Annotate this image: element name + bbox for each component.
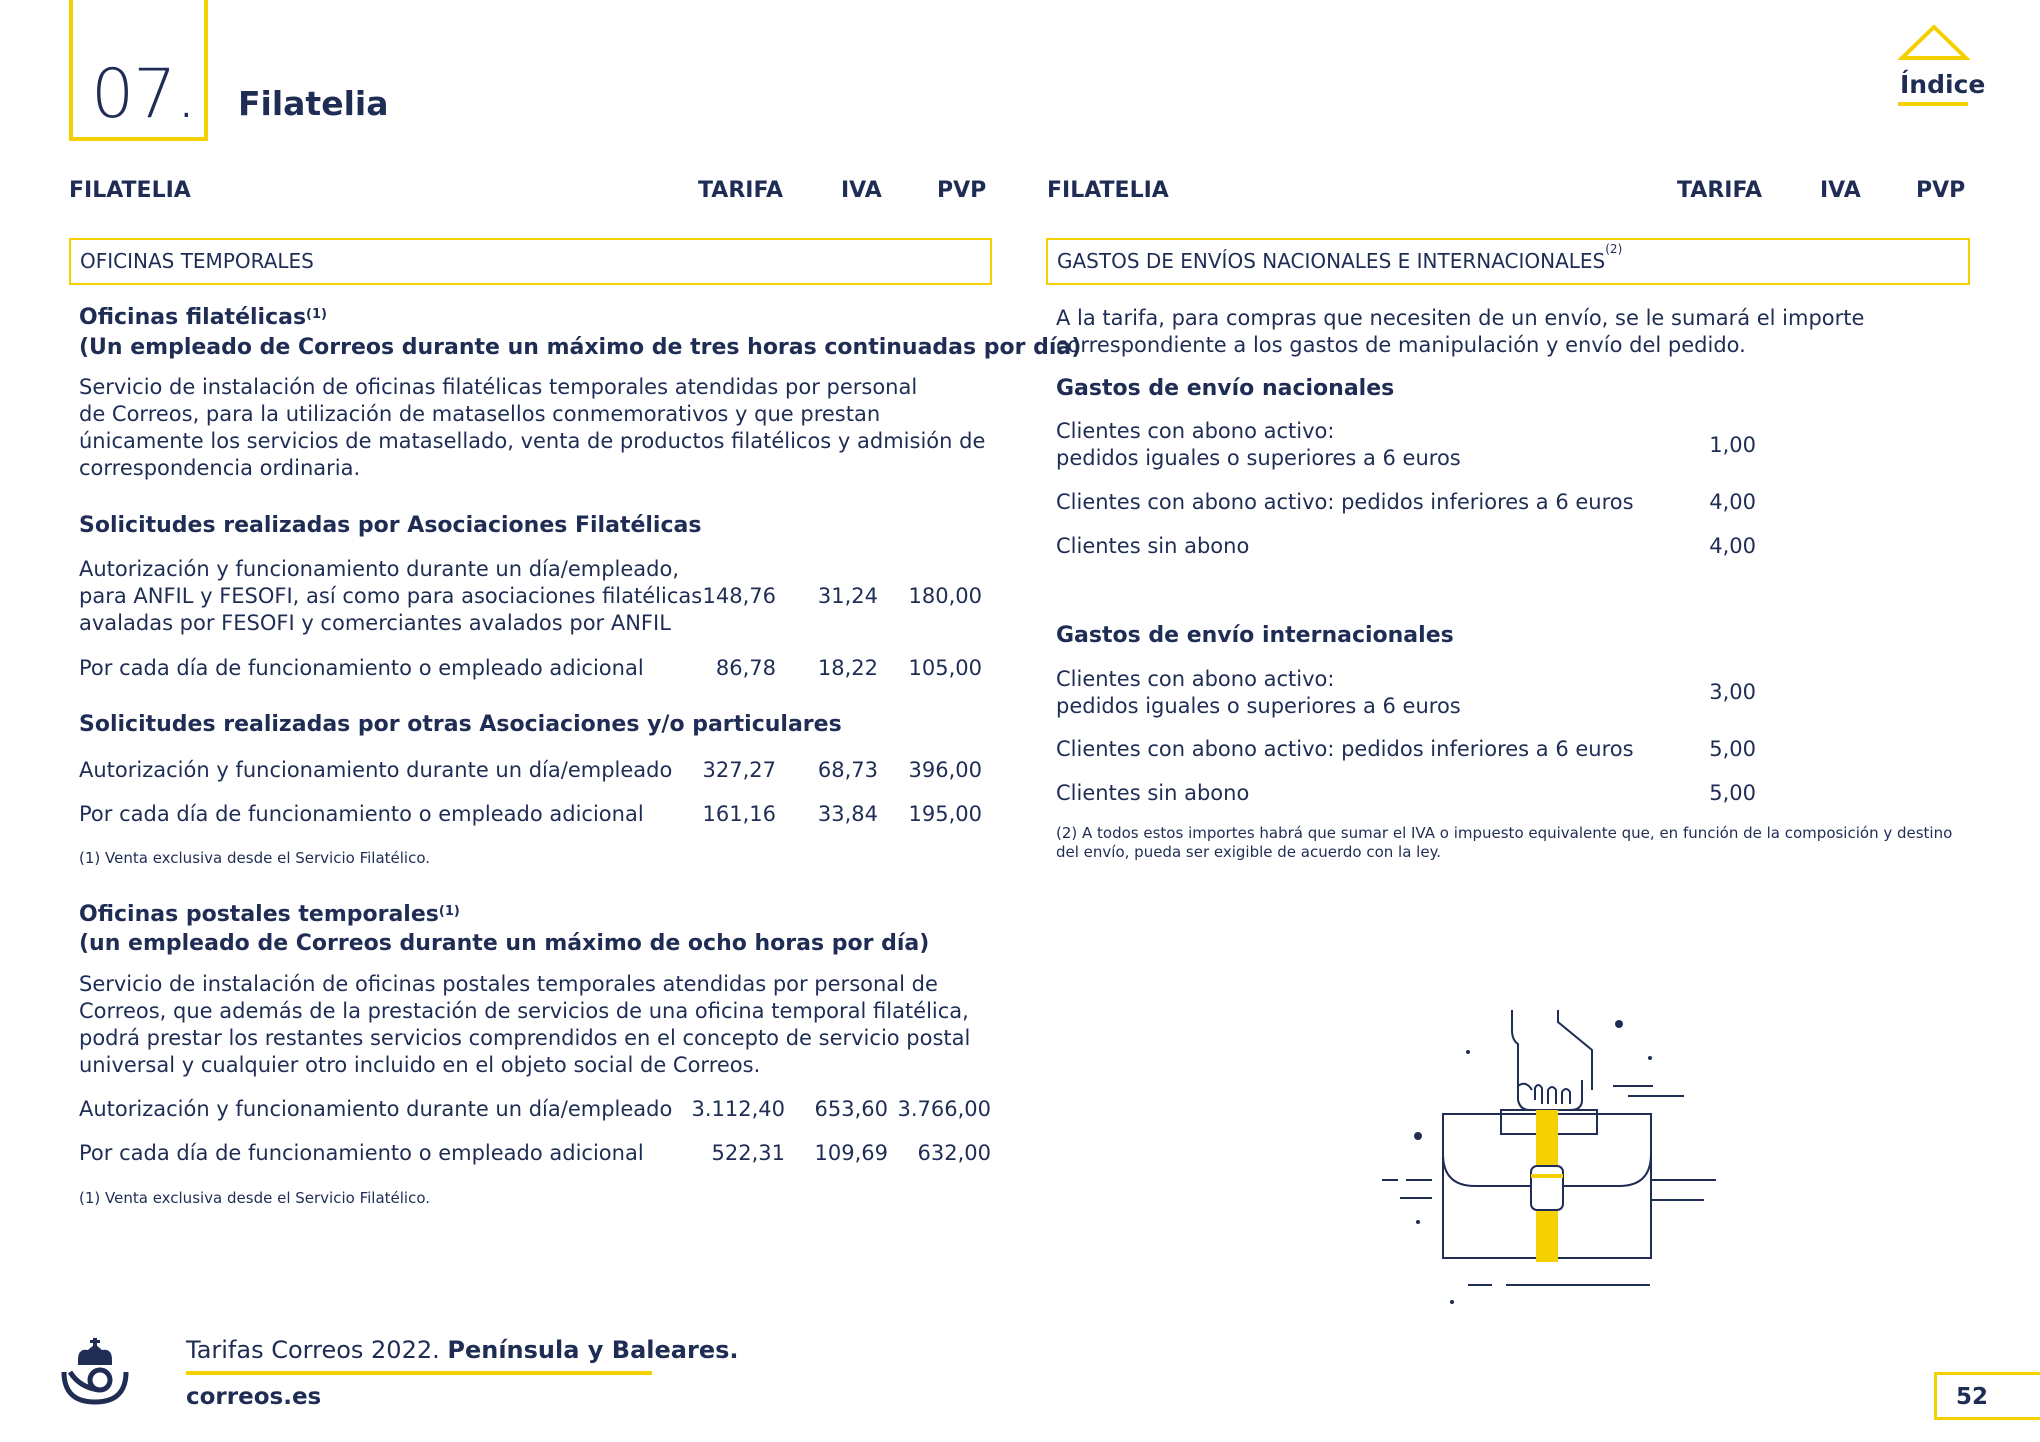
block1-desc-line: correspondencia ordinaria. <box>79 456 361 480</box>
left-section-label: OFICINAS TEMPORALES <box>80 249 314 273</box>
block2-subtitle: (un empleado de Correos durante un máximo de ocho horas por día) <box>79 931 930 956</box>
block1-desc-line: Servicio de instalación de oficinas filatélicas temporales atendidas por personal <box>79 375 918 399</box>
row-label-line: avaladas por FESOFI y comerciantes avalados por ANFIL <box>79 611 671 635</box>
footer-tarifas-bold: Península y Baleares. <box>447 1336 739 1364</box>
int-row2-tarifa: 5,00 <box>1709 737 1756 761</box>
right-section-label: GASTOS DE ENVÍOS NACIONALES E INTERNACIONALES <box>1057 249 1606 273</box>
group1-row1-tarifa: 148,76 <box>702 584 776 608</box>
index-link[interactable] <box>1898 24 1986 106</box>
block1-description <box>79 374 985 482</box>
group2-row1-iva: 68,73 <box>817 758 878 782</box>
int-row1-tarifa: 3,00 <box>1709 680 1756 704</box>
right-note-line: del envío, pueda ser exigible de acuerdo con la ley. <box>1056 843 1442 861</box>
block2-row2-tarifa: 522,31 <box>711 1141 785 1165</box>
correos-crown-horn-logo-icon <box>58 1338 132 1408</box>
left-col-service: FILATELIA <box>69 178 191 203</box>
group1-title: Solicitudes realizadas por Asociaciones Filatélicas <box>79 513 702 538</box>
group1-row1-iva: 31,24 <box>817 584 878 608</box>
left-section-bar <box>69 238 992 285</box>
index-label: Índice <box>1900 70 1986 99</box>
group2-row2-iva: 33,84 <box>817 802 878 826</box>
group2-row1-tarifa: 327,27 <box>702 758 776 782</box>
internacionales-title: Gastos de envío internacionales <box>1056 623 1454 648</box>
page-number: 52 <box>1956 1384 1989 1410</box>
nac-row1-tarifa: 1,00 <box>1709 433 1756 457</box>
block2-title-line <box>79 901 460 929</box>
block1-desc-line: únicamente los servicios de matasellado, venta de productos filatélicos y admisión de <box>79 429 986 453</box>
right-section-sup: (2) <box>1605 242 1623 256</box>
block2-desc-line: Servicio de instalación de oficinas postales temporales atendidas por personal de <box>79 972 938 996</box>
website-link[interactable]: correos.es <box>186 1384 322 1410</box>
group2-row2-label: Por cada día de funcionamiento o empleado adicional <box>79 802 644 826</box>
int-row3-label: Clientes sin abono <box>1056 781 1250 805</box>
right-intro-line: A la tarifa, para compras que necesiten de un envío, se le sumará el importe <box>1056 306 1865 330</box>
chapter-number: 07. <box>91 55 197 134</box>
group1-row1-label <box>79 556 702 637</box>
group1-row2-pvp: 105,00 <box>908 656 982 680</box>
footer-tarifas-text: Tarifas Correos 2022. <box>186 1336 440 1364</box>
block2-row2-pvp: 632,00 <box>917 1141 991 1165</box>
block2-description <box>79 971 970 1079</box>
block2-row1-label: Autorización y funcionamiento durante un día/empleado <box>79 1097 673 1121</box>
right-col-iva: IVA <box>1820 178 1861 203</box>
group1-row2-tarifa: 86,78 <box>715 656 776 680</box>
row-label-line: pedidos iguales o superiores a 6 euros <box>1056 694 1461 718</box>
block2-title-sup: (1) <box>438 904 460 919</box>
group2-row2-tarifa: 161,16 <box>702 802 776 826</box>
footer-tarifas <box>186 1336 739 1364</box>
left-col-iva: IVA <box>841 178 882 203</box>
row-label-line: para ANFIL y FESOFI, así como para asociaciones filatélicas <box>79 584 703 608</box>
block1-subtitle: (Un empleado de Correos durante un máximo de tres horas continuadas por día) <box>79 335 1082 360</box>
row-label-line: Clientes con abono activo: <box>1056 419 1335 443</box>
right-col-service: FILATELIA <box>1047 178 1169 203</box>
block2-row2-iva: 109,69 <box>814 1141 888 1165</box>
right-intro <box>1056 305 1864 359</box>
nac-row1-label <box>1056 418 1461 472</box>
right-col-tarifa: TARIFA <box>1677 178 1762 203</box>
group1-row2-iva: 18,22 <box>817 656 878 680</box>
block2-desc-line: Correos, que además de la prestación de servicios de una oficina temporal filatélica, <box>79 999 969 1023</box>
group2-row2-pvp: 195,00 <box>908 802 982 826</box>
row-label-line: Autorización y funcionamiento durante un día/empleado, <box>79 557 679 581</box>
group2-row1-pvp: 396,00 <box>908 758 982 782</box>
group2-title: Solicitudes realizadas por otras Asociaciones y/o particulares <box>79 712 842 737</box>
nac-row3-tarifa: 4,00 <box>1709 534 1756 558</box>
row-label-line: pedidos iguales o superiores a 6 euros <box>1056 446 1461 470</box>
right-section-bar <box>1046 238 1970 285</box>
block2-title: Oficinas postales temporales <box>79 902 439 927</box>
block1-desc-line: de Correos, para la utilización de matasellos conmemorativos y que prestan <box>79 402 881 426</box>
block2-note: (1) Venta exclusiva desde el Servicio Filatélico. <box>79 1189 431 1207</box>
right-note-line: (2) A todos estos importes habrá que sumar el IVA o impuesto equivalente que, en función de la composición y destino <box>1056 824 1953 842</box>
int-row2-label: Clientes con abono activo: pedidos inferiores a 6 euros <box>1056 737 1634 761</box>
index-underline <box>1898 102 1968 106</box>
group1-row1-pvp: 180,00 <box>908 584 982 608</box>
int-row1-label <box>1056 666 1461 720</box>
page-number-box <box>1934 1372 2040 1420</box>
right-note <box>1056 824 1952 862</box>
block2-row1-iva: 653,60 <box>814 1097 888 1121</box>
page-title: Filatelia <box>238 84 389 123</box>
block2-desc-line: universal y cualquier otro incluido en el objeto social de Correos. <box>79 1053 761 1077</box>
nac-row2-tarifa: 4,00 <box>1709 490 1756 514</box>
left-col-pvp: PVP <box>937 178 987 203</box>
hand-holding-briefcase-icon <box>1370 1000 1730 1310</box>
block1-title-line <box>79 304 327 332</box>
right-col-pvp: PVP <box>1916 178 1966 203</box>
row-label-line: Clientes con abono activo: <box>1056 667 1335 691</box>
group2-row1-label: Autorización y funcionamiento durante un día/empleado <box>79 758 673 782</box>
nacionales-title: Gastos de envío nacionales <box>1056 376 1395 401</box>
block2-row1-pvp: 3.766,00 <box>897 1097 991 1121</box>
block1-note: (1) Venta exclusiva desde el Servicio Filatélico. <box>79 849 431 867</box>
footer-underline <box>186 1371 652 1375</box>
block2-row2-label: Por cada día de funcionamiento o empleado adicional <box>79 1141 644 1165</box>
block1-title: Oficinas filatélicas <box>79 305 307 330</box>
right-intro-line: correspondiente a los gastos de manipulación y envío del pedido. <box>1056 333 1746 357</box>
group1-row2-label: Por cada día de funcionamiento o empleado adicional <box>79 656 644 680</box>
block1-title-sup: (1) <box>306 307 327 322</box>
block2-row1-tarifa: 3.112,40 <box>691 1097 785 1121</box>
left-col-tarifa: TARIFA <box>698 178 783 203</box>
nac-row2-label: Clientes con abono activo: pedidos inferiores a 6 euros <box>1056 490 1634 514</box>
home-triangle-icon <box>1898 24 1970 64</box>
block2-desc-line: podrá prestar los restantes servicios comprendidos en el concepto de servicio postal <box>79 1026 971 1050</box>
int-row3-tarifa: 5,00 <box>1709 781 1756 805</box>
nac-row3-label: Clientes sin abono <box>1056 534 1250 558</box>
